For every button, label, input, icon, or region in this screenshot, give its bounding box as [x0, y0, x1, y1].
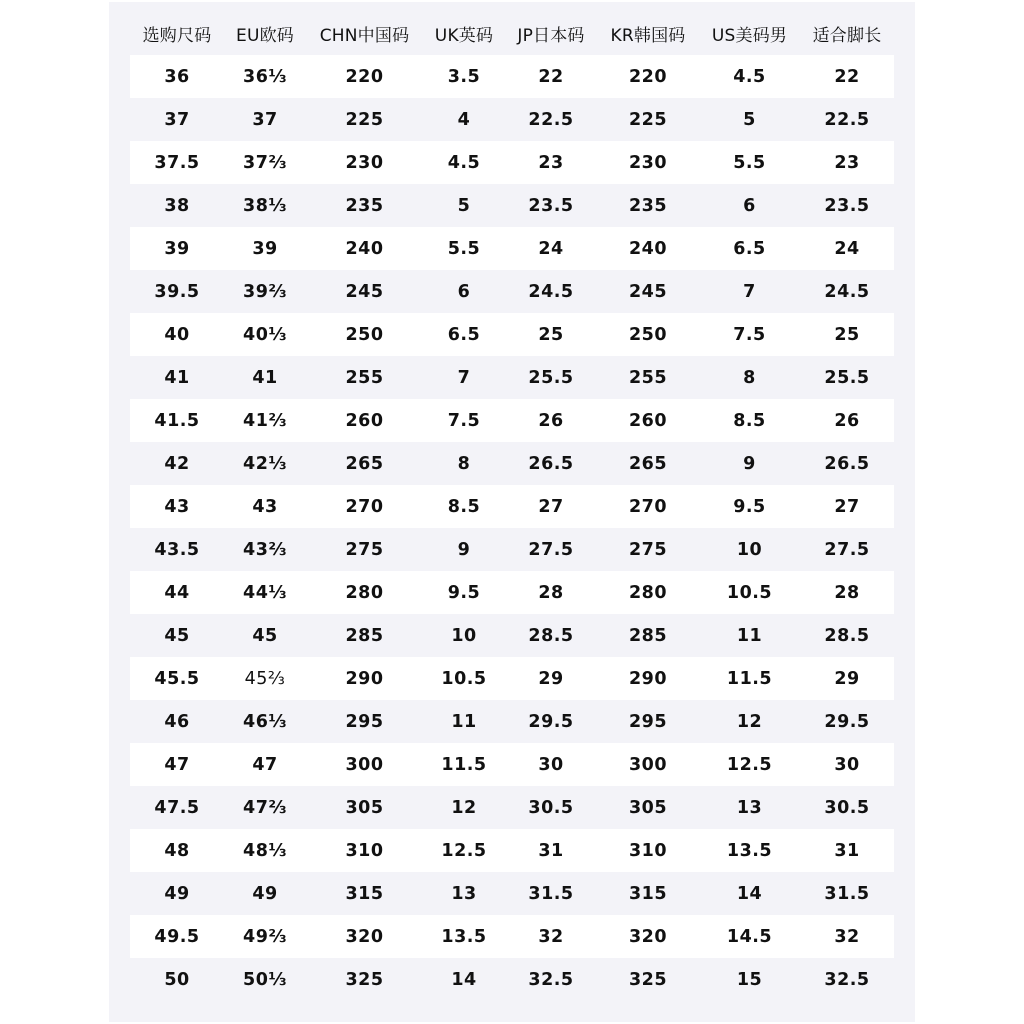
- cell-us-men: 10: [736, 539, 763, 560]
- cell-uk: 9: [457, 539, 471, 560]
- cell-jp: 30.5: [528, 797, 574, 818]
- cell-selected-size: 39.5: [154, 281, 200, 302]
- cell-chn: 305: [345, 797, 384, 818]
- cell-selected-size: 45: [164, 625, 190, 646]
- cell-selected-size: 48: [164, 840, 190, 861]
- cell-selected-size: 43.5: [154, 539, 200, 560]
- cell-us-men: 11: [736, 625, 763, 646]
- cell-us-men: 8: [743, 367, 756, 388]
- cell-foot-length: 31: [834, 840, 860, 861]
- cell-uk: 7: [457, 367, 471, 388]
- cell-foot-length: 25.5: [824, 367, 870, 388]
- table-row: [130, 743, 894, 786]
- cell-selected-size: 37: [164, 109, 190, 130]
- cell-eu: 49: [252, 883, 278, 904]
- cell-eu: 43: [252, 496, 278, 517]
- cell-selected-size: 49.5: [154, 926, 200, 947]
- cell-kr: 315: [628, 883, 668, 904]
- cell-jp: 24: [538, 238, 564, 259]
- cell-chn: 230: [345, 152, 384, 173]
- cell-chn: 275: [345, 539, 384, 560]
- cell-uk: 8: [457, 453, 471, 474]
- cell-chn: 290: [345, 668, 384, 689]
- cell-selected-size: 47.5: [154, 797, 200, 818]
- cell-uk: 8.5: [447, 496, 481, 517]
- cell-selected-size: 39: [164, 238, 190, 259]
- cell-eu: 37: [252, 109, 278, 130]
- cell-foot-length: 26.5: [824, 453, 870, 474]
- cell-chn: 325: [345, 969, 384, 990]
- cell-selected-size: 50: [164, 969, 190, 990]
- table-row: [130, 958, 894, 1001]
- cell-kr: 280: [628, 582, 668, 603]
- cell-uk: 10: [451, 625, 477, 646]
- cell-foot-length: 27: [834, 496, 860, 517]
- cell-foot-length: 32.5: [824, 969, 870, 990]
- table-row: [130, 442, 894, 485]
- cell-eu: 41⅔: [243, 410, 287, 431]
- cell-jp: 22: [538, 66, 564, 87]
- cell-kr: 300: [628, 754, 668, 775]
- cell-foot-length: 23: [834, 152, 860, 173]
- cell-jp: 23.5: [528, 195, 574, 216]
- cell-eu: 47⅔: [243, 797, 287, 818]
- cell-eu: 36⅓: [243, 66, 287, 87]
- cell-chn: 270: [345, 496, 384, 517]
- header-cell-selected-size: 选购尺码: [142, 26, 212, 46]
- cell-jp: 25: [538, 324, 564, 345]
- cell-selected-size: 40: [164, 324, 190, 345]
- cell-uk: 12.5: [441, 840, 487, 861]
- cell-foot-length: 30.5: [824, 797, 870, 818]
- cell-us-men: 10.5: [726, 582, 773, 603]
- cell-eu: 42⅓: [243, 453, 287, 474]
- cell-foot-length: 31.5: [824, 883, 870, 904]
- cell-jp: 28.5: [528, 625, 574, 646]
- cell-foot-length: 32: [834, 926, 860, 947]
- cell-jp: 29.5: [528, 711, 574, 732]
- cell-uk: 6: [457, 281, 471, 302]
- cell-foot-length: 24: [834, 238, 860, 259]
- cell-kr: 275: [628, 539, 668, 560]
- cell-chn: 285: [345, 625, 384, 646]
- table-row: [130, 399, 894, 442]
- cell-chn: 250: [345, 324, 384, 345]
- table-row: [130, 571, 894, 614]
- cell-selected-size: 45.5: [154, 668, 200, 689]
- cell-us-men: 9.5: [733, 496, 766, 517]
- header-cell-chn: CHN中国码: [319, 26, 410, 46]
- cell-eu: 45⅔: [244, 668, 286, 689]
- cell-uk: 10.5: [441, 668, 487, 689]
- table-body: [130, 55, 894, 1001]
- cell-us-men: 12: [736, 711, 763, 732]
- cell-eu: 49⅔: [243, 926, 287, 947]
- cell-foot-length: 23.5: [824, 195, 870, 216]
- cell-selected-size: 42: [164, 453, 190, 474]
- cell-kr: 260: [628, 410, 668, 431]
- cell-selected-size: 44: [164, 582, 190, 603]
- cell-uk: 4: [457, 109, 471, 130]
- cell-eu: 50⅓: [243, 969, 287, 990]
- cell-foot-length: 30: [834, 754, 860, 775]
- cell-jp: 31: [538, 840, 564, 861]
- cell-us-men: 6.5: [733, 238, 766, 259]
- table-row: [130, 786, 894, 829]
- cell-eu: 38⅓: [243, 195, 287, 216]
- cell-jp: 32: [538, 926, 564, 947]
- cell-foot-length: 29: [834, 668, 860, 689]
- cell-us-men: 13: [736, 797, 763, 818]
- cell-us-men: 5.5: [733, 152, 766, 173]
- cell-kr: 240: [628, 238, 668, 259]
- cell-selected-size: 43: [164, 496, 190, 517]
- cell-jp: 27.5: [528, 539, 574, 560]
- table-row: [130, 55, 894, 98]
- cell-foot-length: 28.5: [824, 625, 870, 646]
- table-row: [130, 915, 894, 958]
- cell-uk: 5: [457, 195, 471, 216]
- cell-jp: 24.5: [528, 281, 574, 302]
- header-cell-uk: UK英码: [434, 26, 494, 46]
- cell-us-men: 12.5: [726, 754, 773, 775]
- cell-chn: 315: [345, 883, 384, 904]
- cell-uk: 4.5: [447, 152, 481, 173]
- cell-kr: 220: [628, 66, 668, 87]
- size-chart-table: [130, 12, 894, 1001]
- cell-us-men: 9: [743, 453, 756, 474]
- cell-jp: 31.5: [528, 883, 574, 904]
- cell-kr: 245: [628, 281, 668, 302]
- cell-eu: 41: [252, 367, 278, 388]
- table-row: [130, 700, 894, 743]
- cell-eu: 40⅓: [243, 324, 287, 345]
- cell-jp: 23: [538, 152, 564, 173]
- cell-uk: 5.5: [447, 238, 481, 259]
- cell-us-men: 5: [743, 109, 756, 130]
- table-row: [130, 184, 894, 227]
- cell-foot-length: 25: [834, 324, 860, 345]
- cell-selected-size: 47: [164, 754, 190, 775]
- cell-us-men: 15: [736, 969, 763, 990]
- cell-chn: 300: [345, 754, 384, 775]
- cell-uk: 14: [451, 969, 477, 990]
- cell-uk: 9.5: [447, 582, 481, 603]
- cell-us-men: 4.5: [733, 66, 766, 87]
- cell-eu: 39: [252, 238, 278, 259]
- cell-kr: 250: [628, 324, 668, 345]
- cell-uk: 11: [451, 711, 477, 732]
- header-cell-jp: JP日本码: [517, 26, 585, 46]
- cell-jp: 29: [538, 668, 564, 689]
- cell-eu: 48⅓: [243, 840, 287, 861]
- cell-uk: 3.5: [447, 66, 481, 87]
- cell-jp: 25.5: [528, 367, 574, 388]
- cell-eu: 37⅔: [243, 152, 287, 173]
- cell-chn: 280: [345, 582, 384, 603]
- cell-jp: 26: [538, 410, 564, 431]
- cell-chn: 220: [345, 66, 384, 87]
- table-row: [130, 829, 894, 872]
- table-row: [130, 270, 894, 313]
- cell-us-men: 14.5: [726, 926, 773, 947]
- table-row: [130, 227, 894, 270]
- cell-uk: 7.5: [447, 410, 481, 431]
- cell-chn: 320: [345, 926, 384, 947]
- cell-foot-length: 22.5: [824, 109, 870, 130]
- cell-jp: 28: [538, 582, 564, 603]
- cell-kr: 230: [628, 152, 668, 173]
- cell-us-men: 14: [736, 883, 763, 904]
- cell-foot-length: 27.5: [824, 539, 870, 560]
- cell-us-men: 13.5: [726, 840, 773, 861]
- cell-chn: 295: [345, 711, 384, 732]
- cell-us-men: 6: [743, 195, 756, 216]
- cell-kr: 225: [628, 109, 668, 130]
- header-cell-kr: KR韩国码: [610, 26, 686, 46]
- cell-chn: 235: [345, 195, 384, 216]
- cell-uk: 12: [451, 797, 477, 818]
- cell-foot-length: 26: [834, 410, 860, 431]
- table-row: [130, 356, 894, 399]
- cell-chn: 255: [345, 367, 384, 388]
- cell-eu: 44⅓: [243, 582, 287, 603]
- cell-jp: 26.5: [528, 453, 574, 474]
- cell-kr: 320: [628, 926, 668, 947]
- cell-chn: 260: [345, 410, 384, 431]
- cell-kr: 270: [628, 496, 668, 517]
- cell-kr: 285: [628, 625, 668, 646]
- cell-jp: 22.5: [528, 109, 574, 130]
- cell-chn: 265: [345, 453, 384, 474]
- table-row: [130, 528, 894, 571]
- cell-kr: 325: [628, 969, 668, 990]
- cell-selected-size: 38: [164, 195, 190, 216]
- cell-uk: 13.5: [441, 926, 487, 947]
- cell-selected-size: 49: [164, 883, 190, 904]
- table-row: [130, 657, 894, 700]
- table-header: [130, 12, 894, 55]
- cell-kr: 255: [628, 367, 668, 388]
- cell-chn: 245: [345, 281, 384, 302]
- cell-foot-length: 28: [834, 582, 860, 603]
- cell-uk: 13: [451, 883, 477, 904]
- cell-jp: 30: [538, 754, 564, 775]
- header-cell-eu: EU欧码: [236, 26, 294, 46]
- cell-selected-size: 41: [164, 367, 190, 388]
- cell-eu: 39⅔: [243, 281, 287, 302]
- cell-us-men: 7: [743, 281, 756, 302]
- cell-selected-size: 36: [164, 66, 190, 87]
- cell-us-men: 8.5: [733, 410, 766, 431]
- table-row: [130, 313, 894, 356]
- cell-kr: 235: [628, 195, 668, 216]
- cell-selected-size: 41.5: [154, 410, 200, 431]
- cell-uk: 6.5: [447, 324, 481, 345]
- cell-us-men: 7.5: [733, 324, 766, 345]
- cell-eu: 43⅔: [243, 539, 287, 560]
- cell-foot-length: 24.5: [824, 281, 870, 302]
- table-row: [130, 872, 894, 915]
- table-row: [130, 614, 894, 657]
- cell-uk: 11.5: [441, 754, 487, 775]
- table-row: [130, 141, 894, 184]
- cell-jp: 27: [538, 496, 564, 517]
- cell-eu: 45: [252, 625, 278, 646]
- cell-kr: 295: [628, 711, 668, 732]
- cell-jp: 32.5: [528, 969, 574, 990]
- cell-chn: 225: [345, 109, 384, 130]
- cell-selected-size: 37.5: [154, 152, 200, 173]
- cell-kr: 305: [628, 797, 668, 818]
- cell-kr: 265: [628, 453, 668, 474]
- header-cell-foot-length: 适合脚长: [812, 26, 882, 46]
- cell-eu: 46⅓: [243, 711, 287, 732]
- cell-eu: 47: [252, 754, 278, 775]
- cell-kr: 290: [628, 668, 668, 689]
- header-cell-us-men: US美码男: [711, 26, 788, 46]
- cell-kr: 310: [628, 840, 668, 861]
- table-row: [130, 485, 894, 528]
- cell-chn: 310: [345, 840, 384, 861]
- table-row: [130, 98, 894, 141]
- cell-foot-length: 29.5: [824, 711, 870, 732]
- cell-foot-length: 22: [834, 66, 860, 87]
- cell-selected-size: 46: [164, 711, 190, 732]
- cell-us-men: 11.5: [726, 668, 773, 689]
- cell-chn: 240: [345, 238, 384, 259]
